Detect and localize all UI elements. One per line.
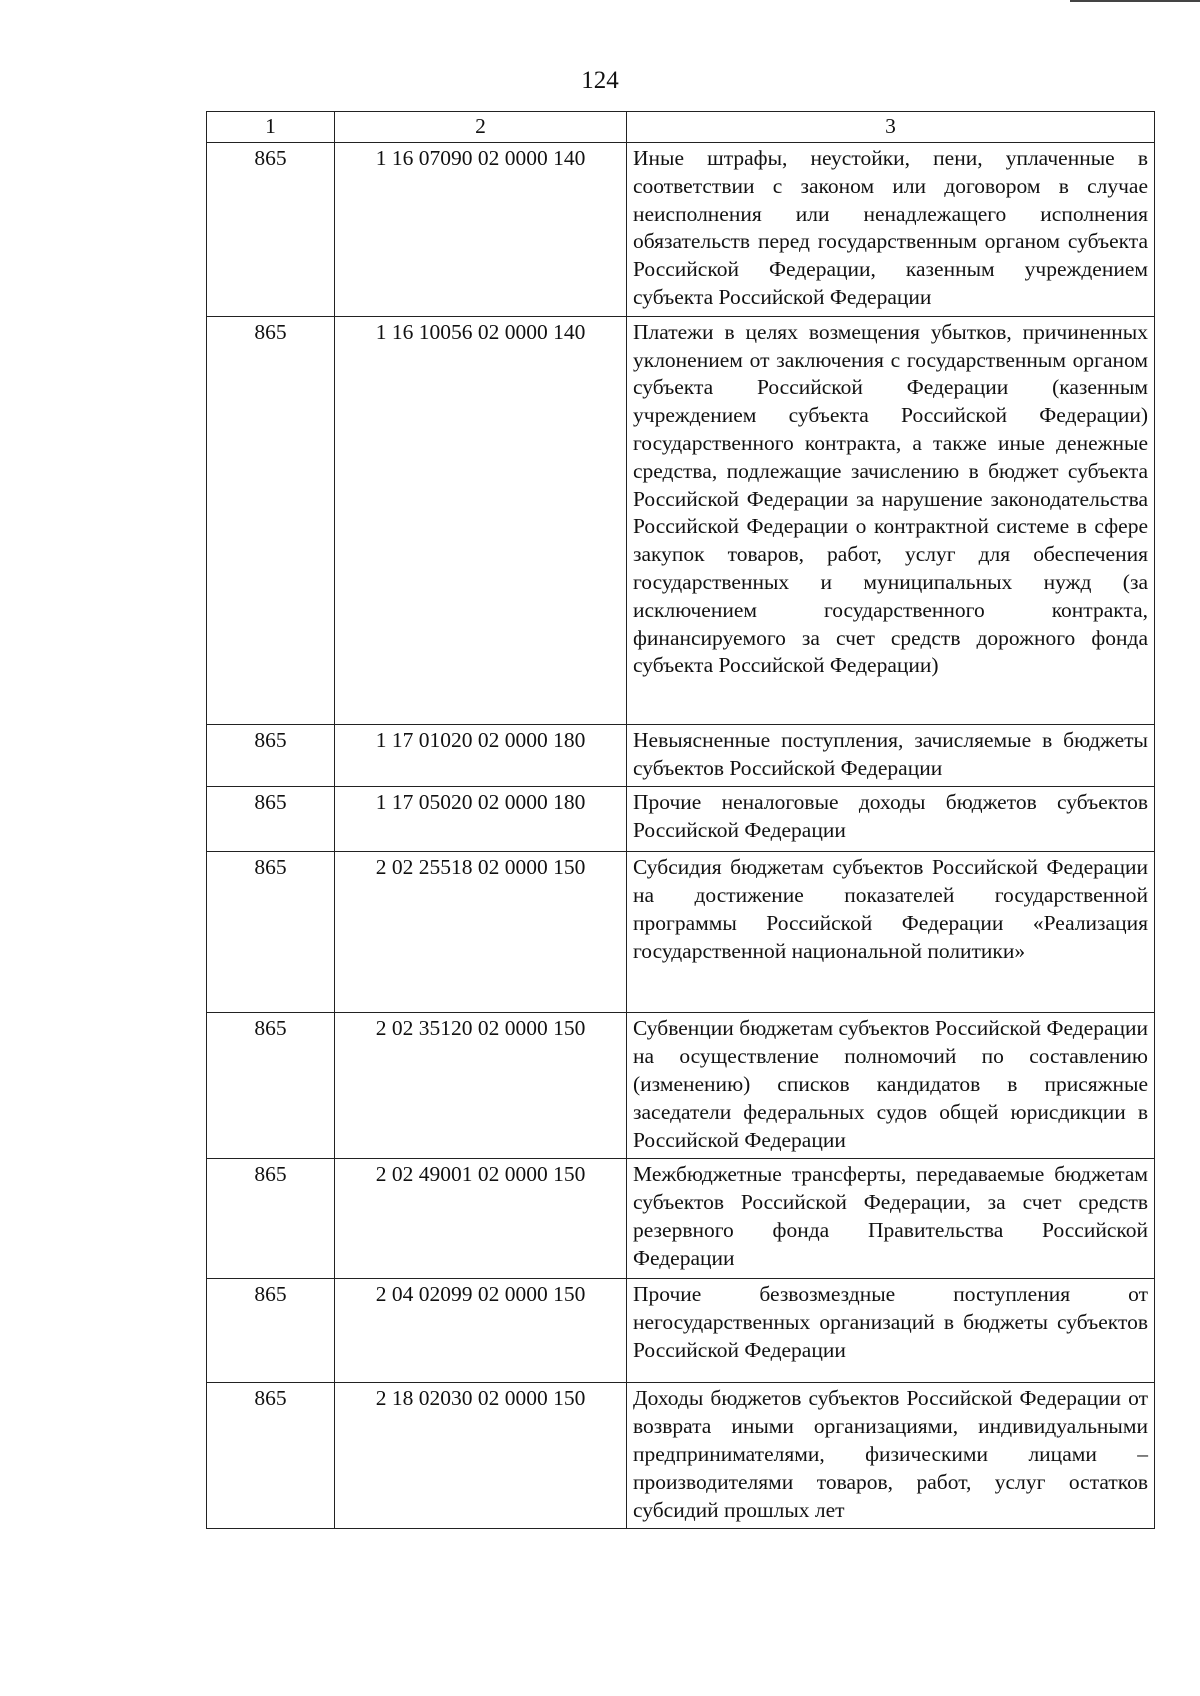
table-row xyxy=(207,724,1155,787)
admin-code-cell: 865 xyxy=(207,143,335,317)
revenue-name-cell: Прочие безвозмездные поступления от негосударственных организаций в бюджеты субъектов Российской Федерации xyxy=(627,1279,1155,1383)
header-cell-3: 3 xyxy=(627,112,1155,143)
revenue-code-cell: 1 17 01020 02 0000 180 xyxy=(335,724,627,787)
table-row xyxy=(207,787,1155,852)
revenue-name-cell: Межбюджетные трансферты, передаваемые бюджетам субъектов Российской Федерации, за счет средств резервного фонда Правительства Российской Федерации xyxy=(627,1159,1155,1279)
admin-code-cell: 865 xyxy=(207,1013,335,1159)
admin-code-cell: 865 xyxy=(207,1279,335,1383)
admin-code-cell: 865 xyxy=(207,724,335,787)
revenue-code-cell: 1 16 07090 02 0000 140 xyxy=(335,143,627,317)
revenue-name-cell: Субвенции бюджетам субъектов Российской Федерации на осуществление полномочий по составлению (изменению) списков кандидатов в присяжные заседатели федеральных судов общей юрисдикции в Российской Федерации xyxy=(627,1013,1155,1159)
revenue-codes-table xyxy=(206,111,1155,1529)
table-row xyxy=(207,143,1155,317)
revenue-name-cell: Доходы бюджетов субъектов Российской Федерации от возврата иными организациями, индивидуальными предпринимателями, физическими лицами – производителями товаров, работ, услуг остатков субсидий прошлых лет xyxy=(627,1383,1155,1529)
revenue-code-cell: 2 02 25518 02 0000 150 xyxy=(335,852,627,1013)
admin-code-cell: 865 xyxy=(207,1383,335,1529)
admin-code-cell: 865 xyxy=(207,1159,335,1279)
table-row xyxy=(207,316,1155,724)
revenue-code-cell: 1 16 10056 02 0000 140 xyxy=(335,316,627,724)
table-row xyxy=(207,1013,1155,1159)
header-cell-1: 1 xyxy=(207,112,335,143)
table-row xyxy=(207,1279,1155,1383)
revenue-name-cell: Невыясненные поступления, зачисляемые в бюджеты субъектов Российской Федерации xyxy=(627,724,1155,787)
revenue-name-cell: Субсидия бюджетам субъектов Российской Федерации на достижение показателей государственной программы Российской Федерации «Реализация государственной национальной политики» xyxy=(627,852,1155,1013)
revenue-code-cell: 2 02 49001 02 0000 150 xyxy=(335,1159,627,1279)
revenue-name-cell: Платежи в целях возмещения убытков, причиненных уклонением от заключения с государственным органом субъекта Российской Федерации (казенным учреждением субъекта Российской Федерации) государственного контракта, а также иные денежные средства, подлежащие зачислению в бюджет субъекта Российской Федерации за нарушение законодательства Российской Федерации о контрактной системе в сфере закупок товаров, работ, услуг для обеспечения государственных и муниципальных нужд (за исключением государственного контракта, финансируемого за счет средств дорожного фонда субъекта Российской Федерации) xyxy=(627,316,1155,724)
admin-code-cell: 865 xyxy=(207,852,335,1013)
table-row xyxy=(207,1159,1155,1279)
header-cell-2: 2 xyxy=(335,112,627,143)
page-number: 124 xyxy=(581,67,619,94)
revenue-code-cell: 1 17 05020 02 0000 180 xyxy=(335,787,627,852)
admin-code-cell: 865 xyxy=(207,787,335,852)
revenue-name-cell: Иные штрафы, неустойки, пени, уплаченные в соответствии с законом или договором в случае неисполнения или ненадлежащего исполнения обязательств перед государственным органом субъекта Российской Федерации, казенным учреждением субъекта Российской Федерации xyxy=(627,143,1155,317)
revenue-code-cell: 2 18 02030 02 0000 150 xyxy=(335,1383,627,1529)
revenue-name-cell: Прочие неналоговые доходы бюджетов субъектов Российской Федерации xyxy=(627,787,1155,852)
admin-code-cell: 865 xyxy=(207,316,335,724)
revenue-code-cell: 2 02 35120 02 0000 150 xyxy=(335,1013,627,1159)
top-edge-rule xyxy=(1070,0,1200,2)
table-header-row xyxy=(207,112,1155,143)
revenue-code-cell: 2 04 02099 02 0000 150 xyxy=(335,1279,627,1383)
table-row xyxy=(207,1383,1155,1529)
table-row xyxy=(207,852,1155,1013)
